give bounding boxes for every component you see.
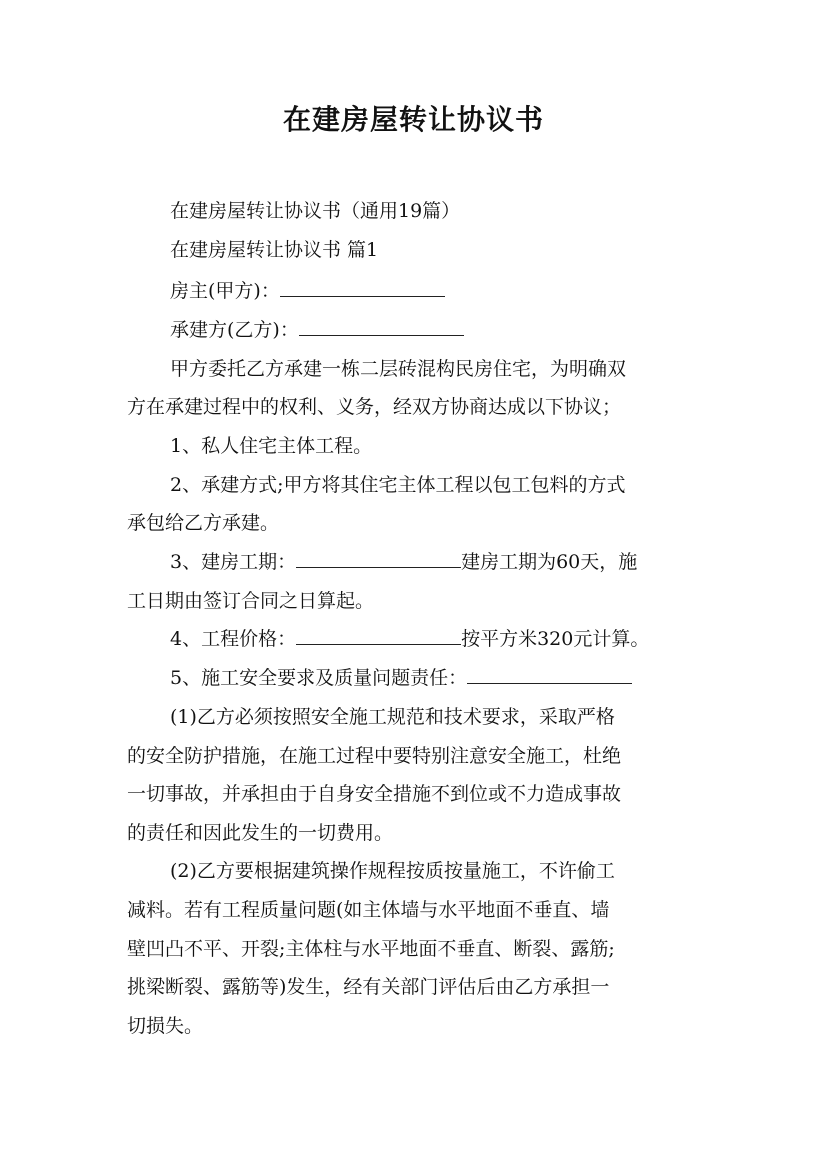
subtitle: 在建房屋转让协议书（通用19篇） (170, 200, 461, 222)
party-a-label: 房主(甲方)： (170, 280, 280, 302)
price-blank (296, 625, 461, 645)
safety-blank (467, 664, 632, 684)
paragraph-line: 的安全防护措施，在施工过程中要特别注意安全施工，杜绝 (127, 745, 622, 767)
party-a-line (170, 277, 445, 305)
paragraph-line: (1)乙方必须按照安全施工规范和技术要求，采取严格 (170, 706, 615, 728)
party-b-line (170, 316, 464, 344)
paragraph-line: 减料。若有工程质量问题(如主体墙与水平地面不垂直、墙 (127, 899, 610, 921)
paragraph-line: 壁凹凸不平、开裂;主体柱与水平地面不垂直、断裂、露筋; (127, 938, 615, 960)
paragraph-line: 挑梁断裂、露筋等)发生，经有关部门评估后由乙方承担一 (127, 976, 610, 998)
paragraph-line: 的责任和因此发生的一切费用。 (127, 822, 394, 844)
paragraph-line: 承包给乙方承建。 (127, 512, 280, 534)
document-title: 在建房屋转让协议书 (282, 103, 544, 136)
safety-line (170, 664, 632, 692)
schedule-label: 3、建房工期： (170, 551, 297, 573)
party-b-blank (299, 316, 464, 336)
paragraph-line: 2、承建方式;甲方将其住宅主体工程以包工包料的方式 (170, 474, 626, 496)
price-line (170, 625, 649, 653)
schedule-text: 建房工期为60天，施 (461, 551, 638, 573)
paragraph-line: 一切事故，并承担由于自身安全措施不到位或不力造成事故 (127, 783, 622, 805)
price-label: 4、工程价格： (170, 628, 297, 650)
schedule-line (170, 548, 637, 576)
party-a-blank (280, 277, 445, 297)
paragraph-line: 方在承建过程中的权利、义务，经双方协商达成以下协议； (127, 396, 622, 418)
price-text: 按平方米320元计算。 (461, 628, 650, 650)
party-b-label: 承建方(乙方)： (170, 319, 299, 341)
paragraph-line: 工日期由签订合同之日算起。 (127, 590, 375, 612)
section-heading: 在建房屋转让协议书 篇1 (170, 239, 379, 261)
paragraph-line: 切损失。 (127, 1015, 204, 1037)
safety-label: 5、施工安全要求及质量问题责任： (170, 667, 468, 689)
paragraph-line: 1、私人住宅主体工程。 (170, 435, 373, 457)
schedule-blank (296, 548, 461, 568)
paragraph-line: (2)乙方要根据建筑操作规程按质按量施工，不许偷工 (170, 860, 615, 882)
paragraph-line: 甲方委托乙方承建一栋二层砖混构民房住宅，为明确双 (170, 358, 627, 380)
